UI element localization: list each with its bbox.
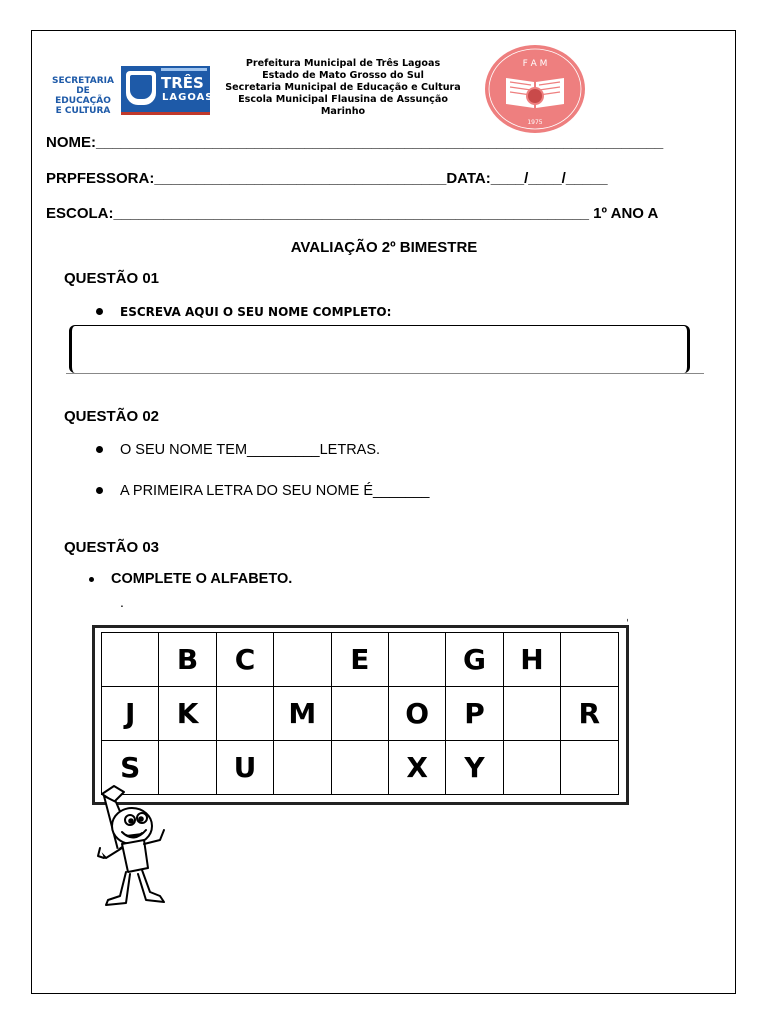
alphabet-cell-p: P bbox=[446, 687, 503, 741]
alphabet-cell-r: R bbox=[561, 687, 618, 741]
tres-lagoas-badge bbox=[121, 66, 214, 115]
alphabet-cell-u: U bbox=[217, 741, 274, 795]
badge-top-stripe bbox=[161, 68, 207, 71]
logo-line: DE EDUCAÇÃO bbox=[55, 86, 111, 106]
bullet-icon bbox=[96, 308, 103, 315]
seal-top-text: F A M bbox=[522, 59, 548, 69]
logo-line: SECRETARIA bbox=[52, 76, 114, 86]
school-seal-logo bbox=[484, 44, 586, 134]
alphabet-cell-y: Y bbox=[446, 741, 503, 795]
alphabet-cell-s: S bbox=[102, 741, 159, 795]
header-line: Secretaria Municipal de Educação e Cultura bbox=[225, 82, 461, 93]
logo-line: E CULTURA bbox=[55, 106, 111, 116]
question-1-label: QUESTÃO 01 bbox=[64, 270, 160, 287]
alphabet-cell-b: B bbox=[159, 633, 216, 687]
header-text bbox=[218, 58, 468, 118]
alphabet-cell-k: K bbox=[159, 687, 216, 741]
question-3-label: QUESTÃO 03 bbox=[64, 539, 160, 556]
seal-year: 1975 bbox=[527, 119, 543, 126]
alphabet-blank-cell[interactable] bbox=[504, 687, 561, 741]
name-line: NOME:____________________________________________________________________ bbox=[46, 134, 664, 151]
crest-icon bbox=[126, 71, 156, 105]
corner-mark: ˌ bbox=[626, 612, 629, 623]
question-3-instruction: COMPLETE O ALFABETO. bbox=[111, 571, 293, 587]
alphabet-cell-e: E bbox=[332, 633, 389, 687]
question-2-item-first-letter: A PRIMEIRA LETRA DO SEU NOME É_______ bbox=[120, 483, 430, 499]
question-1-instruction: ESCREVA AQUI O SEU NOME COMPLETO: bbox=[120, 305, 392, 319]
alphabet-blank-cell[interactable] bbox=[561, 741, 618, 795]
badge-lagoas: LAGOAS bbox=[162, 92, 214, 103]
school-class-line: ESCOLA:_________________________________________________________ 1º ANO A bbox=[46, 205, 659, 222]
alphabet-blank-cell[interactable] bbox=[274, 741, 331, 795]
secretaria-logo-text bbox=[48, 76, 118, 116]
full-name-answer-box[interactable] bbox=[69, 325, 690, 373]
pencil-mascot-icon bbox=[92, 782, 172, 912]
alphabet-cell-c: C bbox=[217, 633, 274, 687]
alphabet-cell-g: G bbox=[446, 633, 503, 687]
question-2-item-letters: O SEU NOME TEM_________LETRAS. bbox=[120, 442, 381, 458]
alphabet-blank-cell[interactable] bbox=[504, 741, 561, 795]
alphabet-blank-cell[interactable] bbox=[389, 633, 446, 687]
stray-dot: . bbox=[120, 594, 124, 610]
alphabet-blank-cell[interactable] bbox=[332, 741, 389, 795]
header-line: Prefeitura Municipal de Três Lagoas bbox=[245, 58, 441, 69]
alphabet-blank-cell[interactable] bbox=[274, 633, 331, 687]
badge-tres: TRÊS bbox=[161, 74, 204, 92]
question-2-label: QUESTÃO 02 bbox=[64, 408, 160, 425]
alphabet-cell-h: H bbox=[504, 633, 561, 687]
alphabet-blank-cell[interactable] bbox=[102, 633, 159, 687]
alphabet-grid bbox=[101, 632, 619, 795]
bullet-icon bbox=[96, 487, 103, 494]
bullet-icon bbox=[89, 577, 94, 582]
exam-title: AVALIAÇÃO 2º BIMESTRE bbox=[290, 239, 478, 256]
secretaria-logo bbox=[48, 66, 214, 116]
alphabet-cell-x: X bbox=[389, 741, 446, 795]
alphabet-blank-cell[interactable] bbox=[561, 633, 618, 687]
alphabet-blank-cell[interactable] bbox=[217, 687, 274, 741]
alphabet-cell-o: O bbox=[389, 687, 446, 741]
answer-box-baseline bbox=[66, 373, 704, 374]
teacher-date-line: PRPFESSORA:___________________________________DATA:____/____/_____ bbox=[46, 170, 608, 187]
alphabet-cell-m: M bbox=[274, 687, 331, 741]
alphabet-cell-j: J bbox=[102, 687, 159, 741]
bullet-icon bbox=[96, 446, 103, 453]
header-line: Estado de Mato Grosso do Sul bbox=[262, 70, 424, 81]
alphabet-blank-cell[interactable] bbox=[332, 687, 389, 741]
header-line: Escola Municipal Flausina de Assunção Marinho bbox=[238, 94, 448, 117]
